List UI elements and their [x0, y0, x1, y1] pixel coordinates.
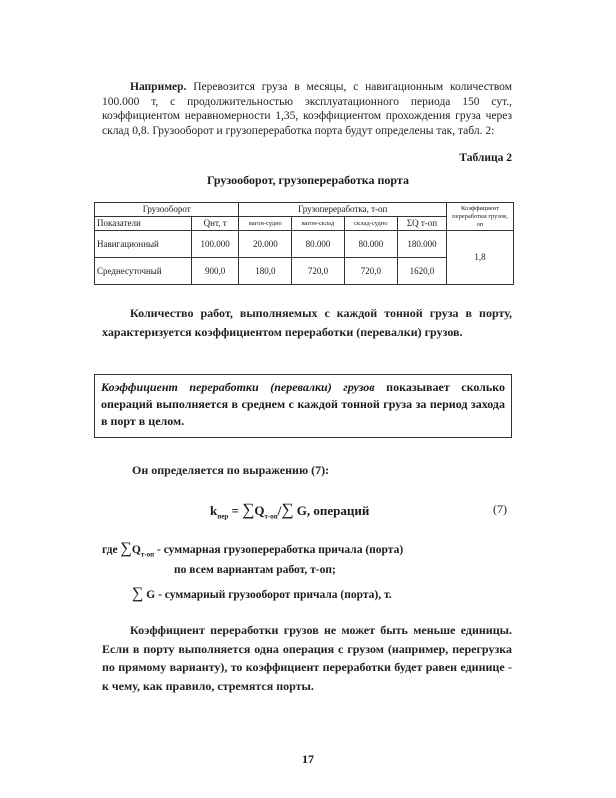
row-warehouse-ship: 720,0 — [344, 258, 397, 285]
sum-symbol: ∑ — [281, 500, 294, 519]
row-total: 1620,0 — [397, 258, 446, 285]
formula-intro: Он определяется по выражению (7): — [132, 463, 330, 477]
turnover-table — [94, 202, 514, 285]
row-tons: 900,0 — [191, 258, 239, 285]
formula-lhs-sub: пер — [217, 512, 229, 521]
row-wagon-ship: 20.000 — [239, 231, 292, 258]
definition-body: показывает сколько операций выполняется в среднем с каждой тонной груза за период захода в порт в целом. — [101, 380, 506, 428]
formula-g: G — [296, 503, 307, 518]
header-wagon-warehouse: вагон-склад — [292, 217, 344, 231]
row-label: Навигационный — [95, 231, 192, 258]
row-warehouse-ship: 80.000 — [344, 231, 397, 258]
where-line-1-text: - суммарная грузопереработка причала (порта) — [157, 544, 404, 556]
formula-tail: , операций — [306, 503, 370, 518]
formula-lhs: k — [210, 503, 218, 518]
formula-number: (7) — [493, 502, 507, 516]
header-processing: Грузопереработка, т-оп — [239, 203, 447, 217]
header-wagon-ship: вагон-судно — [239, 217, 292, 231]
header-warehouse-ship: склад-судно — [344, 217, 397, 231]
table-row — [95, 231, 514, 258]
where-q: Q — [131, 544, 141, 556]
formula-equals: = — [231, 503, 239, 518]
header-tons: Qнт, т — [191, 217, 239, 231]
example-text: Перевозится груза в месяцы, с навигационным количеством 100.000 т, с продолжительностью эксплуатационного периода 150 сут., коэффициентом неравномерности 1,35, коэффициентом прохождения груза через склад 0,8. Грузооборот и грузопереработка порта будут определены так, табл. 2: — [102, 81, 512, 137]
row-label: Среднесуточный — [95, 258, 192, 285]
formula-slash: / — [277, 503, 282, 518]
sum-symbol: ∑ — [132, 585, 144, 602]
where-line-2: по всем вариантам работ, т-оп; — [174, 564, 336, 576]
definition-term: Коэффициент переработки (перевалки) грузов — [101, 380, 375, 394]
where-line-1 — [102, 540, 403, 558]
paragraph-coefficient: Коэффициент переработки грузов не может быть меньше единицы. Если в порту выполняется одна операция с грузом (например, перегрузка по прямому варианту), то коэффициент переработки будет равен единице - к чему, как правило, стремятся порты. — [102, 623, 512, 693]
coef-value: 1,8 — [447, 231, 514, 285]
paragraph-example — [102, 80, 512, 138]
page-number: 17 — [302, 752, 314, 766]
sum-symbol: ∑ — [120, 540, 132, 557]
definition-text — [101, 379, 505, 430]
definition-box — [94, 374, 512, 438]
row-wagon-ship: 180,0 — [239, 258, 292, 285]
header-turnover: Грузооборот — [95, 203, 239, 217]
header-total: ΣQ т-оп — [397, 217, 446, 231]
formula-7 — [210, 500, 369, 521]
where-q-sub: т-оп — [140, 550, 155, 559]
row-wagon-warehouse: 80.000 — [292, 231, 344, 258]
table-header-row-1 — [95, 203, 514, 217]
where-prefix: где — [102, 544, 118, 556]
row-wagon-warehouse: 720,0 — [292, 258, 344, 285]
sum-symbol: ∑ — [242, 500, 255, 519]
table-title: Грузооборот, грузопереработка порта — [207, 173, 409, 187]
header-coef: Коэффициент переработки грузов, оп — [447, 203, 514, 231]
header-indicator: Показатели — [95, 217, 192, 231]
row-tons: 100.000 — [191, 231, 239, 258]
formula-q: Q — [254, 503, 265, 518]
paragraph-work-count: Количество работ, выполняемых с каждой тонной груза в порту, характеризуется коэффициентом переработки (перевалки) грузов. — [102, 306, 512, 339]
formula-q-sub: т-оп — [264, 512, 278, 521]
table-number: Таблица 2 — [459, 152, 512, 164]
where-line-3 — [132, 585, 392, 603]
where-line-3-text: G - суммарный грузооборот причала (порта), т. — [146, 589, 392, 601]
example-lead: Например. — [130, 81, 187, 93]
row-total: 180.000 — [397, 231, 446, 258]
